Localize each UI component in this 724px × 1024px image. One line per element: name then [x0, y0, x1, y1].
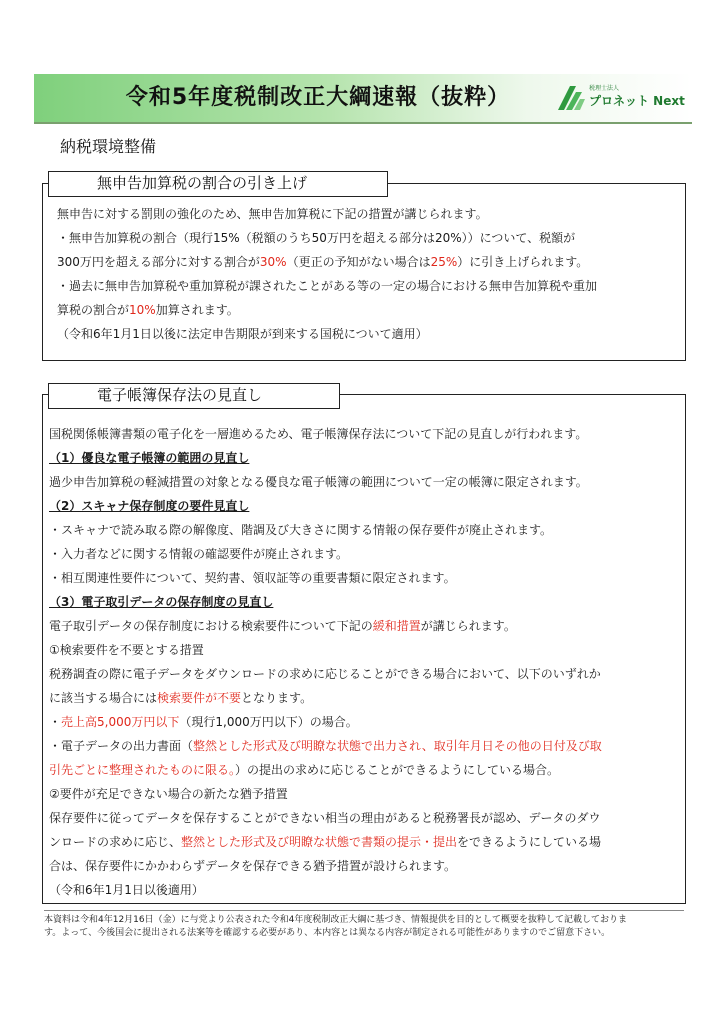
text-line — [49, 710, 602, 734]
text-line — [49, 614, 602, 638]
highlight-text: 売上高5,000万円以下 — [61, 715, 180, 729]
text-line — [57, 298, 597, 322]
text-line — [49, 494, 602, 518]
text-line — [49, 638, 602, 662]
disclaimer-line: す。よって、今後国会に提出される法案等を確認する必要があり、本内容とは異なる内容が制定される可能性がありますのでご留意下さい。 — [44, 928, 611, 938]
text-line — [49, 422, 602, 446]
company-logo — [556, 80, 686, 116]
text-segment: ・ — [49, 715, 62, 729]
box-e-book-law-label: 電子帳簿保存法の見直し — [48, 383, 340, 409]
text-segment: （令和6年1月1日以後に法定申告期限が到来する国税について適用） — [57, 327, 428, 341]
text-line — [49, 446, 602, 470]
text-segment: 税務調査の際に電子データをダウンロードの求めに応じることができる場合において、以下のいずれか — [49, 667, 601, 681]
title-underline — [34, 122, 692, 124]
box-penalty-tax-label: 無申告加算税の割合の引き上げ — [48, 171, 388, 197]
disclaimer-line: 本資料は令和4年12月16日（金）に与党より公表された令和4年度税制改正大綱に基づき、情報提供を目的として概要を抜粋して記載しておりま — [44, 915, 628, 925]
section-heading: 納税環境整備 — [60, 137, 157, 156]
text-line — [49, 518, 602, 542]
box-e-book-law-content — [49, 422, 602, 902]
box-penalty-tax-content — [57, 202, 597, 346]
highlight-text: 25% — [430, 255, 458, 269]
text-segment: 国税関係帳簿書類の電子化を一層進めるため、電子帳簿保存法について下記の見直しが行われます。 — [49, 427, 588, 441]
text-segment: （現行1,000万円以下）の場合。 — [179, 715, 358, 729]
text-line — [49, 734, 602, 758]
text-line — [49, 542, 602, 566]
highlight-text: 緩和措置 — [372, 619, 421, 633]
text-segment: 電子取引データの保存制度における検索要件について下記の — [49, 619, 373, 633]
text-segment: 過少申告加算税の軽減措置の対象となる優良な電子帳簿の範囲について一定の帳簿に限定されます。 — [49, 475, 588, 489]
box-e-book-law — [42, 394, 686, 904]
text-segment: 合は、保存要件にかかわらずデータを保存できる猶予措置が設けられます。 — [49, 859, 457, 873]
highlight-text: 整然とした形式及び明瞭な状態で出力され、取引年月日その他の日付及び取 — [193, 739, 602, 753]
logo-mark-icon — [556, 84, 586, 112]
logo-subtitle: 税理士法人 — [589, 85, 620, 92]
text-line — [57, 202, 597, 226]
text-segment: 無申告に対する罰則の強化のため、無申告加算税に下記の措置が講じられます。 — [57, 207, 488, 221]
highlight-text: 検索要件が不要 — [157, 691, 242, 705]
text-line — [49, 590, 602, 614]
text-segment: 300万円を超える部分に対する割合が — [57, 255, 260, 269]
highlight-text: 整然とした形式及び明瞭な状態で書類の提示・提出 — [181, 835, 458, 849]
text-segment: 加算されます。 — [155, 303, 239, 317]
text-line — [57, 274, 597, 298]
text-segment: 保存要件に従ってデータを保存することができない相当の理由があると税務署長が認め、データのダウ — [49, 811, 601, 825]
text-line — [57, 322, 597, 346]
text-segment: （令和6年1月1日以後適用） — [49, 883, 204, 897]
box-penalty-tax — [42, 183, 686, 361]
disclaimer — [44, 914, 684, 940]
text-line — [49, 782, 602, 806]
text-line — [49, 566, 602, 590]
highlight-text: 10% — [129, 303, 156, 317]
text-line — [49, 806, 602, 830]
highlight-text: 30% — [259, 255, 287, 269]
text-segment: ・過去に無申告加算税や重加算税が課されたことがある等の一定の場合における無申告加算税や重加 — [57, 279, 598, 293]
highlight-text: 引先ごとに整理されたものに限る。 — [49, 763, 236, 777]
text-line — [57, 226, 597, 250]
text-segment: に該当する場合には — [49, 691, 158, 705]
text-line — [49, 662, 602, 686]
text-segment: ）に引き上げられます。 — [457, 255, 589, 269]
text-segment: （更正の予知がない場合は — [286, 255, 431, 269]
text-segment: ンロードの求めに応じ、 — [49, 835, 182, 849]
subheading: （3）電子取引データの保存制度の見直し — [49, 595, 274, 609]
text-segment: ②要件が充足できない場合の新たな猶予措置 — [49, 787, 288, 801]
text-segment: ）の提出の求めに応じることができるようにしている場合。 — [235, 763, 560, 777]
text-line — [57, 250, 597, 274]
footer-divider — [44, 910, 684, 911]
text-segment: ・相互関連性要件について、契約書、領収証等の重要書類に限定されます。 — [49, 571, 456, 585]
text-segment: ・無申告加算税の割合（現行15%（税額のうち50万円を超える部分は20%））について、税額が — [57, 231, 576, 245]
subheading: （1）優良な電子帳簿の範囲の見直し — [49, 451, 250, 465]
text-segment: となります。 — [241, 691, 313, 705]
page-title: 令和5年度税制改正大綱速報（抜粋） — [125, 85, 511, 110]
subheading: （2）スキャナ保存制度の要件見直し — [49, 499, 250, 513]
text-line — [49, 878, 602, 902]
text-line — [49, 854, 602, 878]
text-segment: 算税の割合が — [57, 303, 130, 317]
text-segment: ・スキャナで読み取る際の解像度、階調及び大きさに関する情報の保存要件が廃止されます。 — [49, 523, 553, 537]
text-segment: をできるようにしている場 — [457, 835, 602, 849]
text-segment: ・入力者などに関する情報の確認要件が廃止されます。 — [49, 547, 349, 561]
text-line — [49, 830, 602, 854]
text-line — [49, 470, 602, 494]
logo-name: プロネット Next — [589, 94, 685, 108]
text-line — [49, 758, 602, 782]
text-segment: ①検索要件を不要とする措置 — [49, 643, 204, 657]
text-segment: ・電子データの出力書面（ — [49, 739, 194, 753]
text-segment: が講じられます。 — [420, 619, 516, 633]
text-line — [49, 686, 602, 710]
